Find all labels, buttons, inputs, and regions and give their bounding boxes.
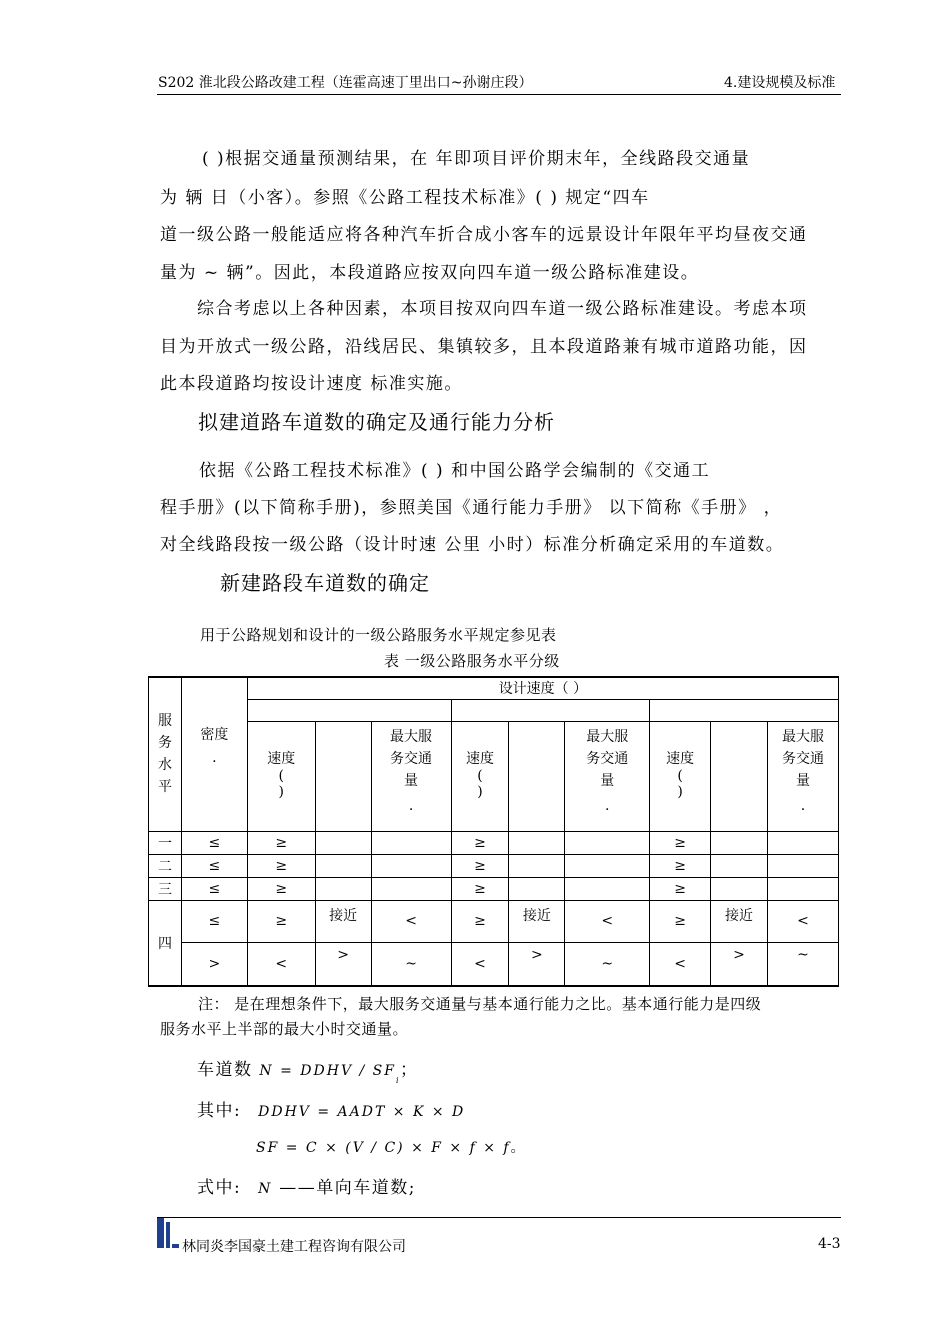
speed-group-2 xyxy=(451,699,650,721)
table-row: 四 ≤ ≥ 接近 < ≥ 接近 < ≥ 接近 < xyxy=(149,900,839,942)
maxflow-header-2: 最大服务交通量 . xyxy=(565,721,650,831)
eq1-end: ； xyxy=(400,1060,419,1080)
density-dot: . xyxy=(212,750,217,766)
heading-new-section: 新建路段车道数的确定 xyxy=(220,571,430,595)
note-line2: 服务水平上半部的最大小时交通量。 xyxy=(160,1020,409,1038)
density-label: 密度 xyxy=(200,727,229,743)
footer-page-number: 4-3 xyxy=(818,1236,841,1252)
speed-header-2: 速度 ( ) xyxy=(451,721,509,831)
speed-group-3 xyxy=(650,699,839,721)
speed-header-3: 速度 ( ) xyxy=(650,721,711,831)
header-section: 4.建设规模及标准 xyxy=(724,75,836,91)
eq3-formula: SF = C × (V / C) × F × f × f xyxy=(256,1140,511,1156)
table-caption: 表 一级公路服务水平分级 xyxy=(384,652,560,670)
eq1-subscript: i xyxy=(395,1076,401,1085)
para2-line2: 目为开放式一级公路，沿线居民、集镇较多，且本段道路兼有城市道路功能，因 xyxy=(160,337,808,357)
para2-line1: 综合考虑以上各种因素，本项目按双向四车道一级公路标准建设。考虑本项 xyxy=(197,299,808,319)
eq4-text: ——单向车道数; xyxy=(279,1178,417,1198)
col-los: 服务水平 xyxy=(149,677,182,831)
col-density xyxy=(181,677,247,831)
maxflow-header-3: 最大服务交通量 . xyxy=(767,721,838,831)
eq4-var: N xyxy=(258,1181,273,1197)
eq2-row xyxy=(197,1096,465,1121)
table-intro: 用于公路规划和设计的一级公路服务水平规定参见表 xyxy=(200,626,557,644)
para1-line2: 为 辆 日（小客）。参照《公路工程技术标准》( ) 规定“四车 xyxy=(160,188,650,208)
table-row: > < > ~ < > ~ < > ~ xyxy=(149,942,839,986)
note-line1: 注： 是在理想条件下，最大服务交通量与基本通行能力之比。基本通行能力是四级 xyxy=(198,995,762,1013)
para3-line3: 对全线路段按一级公路（设计时速 公里 小时）标准分析确定采用的车道数。 xyxy=(160,535,785,555)
eq1-row xyxy=(197,1055,419,1085)
table-row: 三 ≤ ≥ ≥ ≥ xyxy=(149,877,839,900)
maxflow-header-1: 最大服务交通量 . xyxy=(371,721,451,831)
design-speed-header: 设计速度（ ） xyxy=(247,677,838,699)
eq3-end: 。 xyxy=(510,1140,527,1156)
para1-line1: ( )根据交通量预测结果，在 年即项目评价期末年，全线路段交通量 xyxy=(202,149,751,169)
heading-lane-analysis: 拟建道路车道数的确定及通行能力分析 xyxy=(198,410,555,434)
footer-rule xyxy=(157,1217,841,1218)
vc-header-2 xyxy=(509,721,565,831)
vc-header-1 xyxy=(315,721,371,831)
company-logo-icon xyxy=(157,1218,179,1248)
eq1-label: 车道数 xyxy=(197,1060,253,1080)
eq2-formula: DDHV = AADT × K × D xyxy=(258,1104,466,1120)
vc-header-3 xyxy=(711,721,768,831)
para3-line1: 依据《公路工程技术标准》( ) 和中国公路学会编制的《交通工 xyxy=(199,461,711,481)
speed-group-1 xyxy=(247,699,451,721)
para1-line3: 道一级公路一般能适应将各种汽车折合成小客车的远景设计年限年平均昼夜交通 xyxy=(160,225,808,245)
table-row: 二 ≤ ≥ ≥ ≥ xyxy=(149,854,839,877)
speed-header-1: 速度 ( ) xyxy=(247,721,315,831)
para2-line3: 此本段道路均按设计速度 标准实施。 xyxy=(160,374,463,394)
los-table xyxy=(148,676,839,987)
eq3-row xyxy=(256,1137,526,1157)
para3-line2: 程手册》(以下简称手册)，参照美国《通行能力手册》 以下简称《手册》 ， xyxy=(160,498,783,518)
eq4-label: 式中: xyxy=(197,1178,242,1198)
eq4-row xyxy=(197,1173,416,1198)
header-title: S202 淮北段公路改建工程（连霍高速丁里出口~孙谢庄段） xyxy=(158,75,533,91)
header-rule xyxy=(157,94,841,95)
eq1-formula: N = DDHV / SF xyxy=(259,1063,396,1079)
eq2-label: 其中: xyxy=(197,1101,242,1121)
para1-line4: 量为 ~ 辆”。因此，本段道路应按双向四车道一级公路标准建设。 xyxy=(160,263,700,283)
table-row: 一 ≤ ≥ ≥ ≥ xyxy=(149,831,839,854)
footer-company: 林同炎李国豪土建工程咨询有限公司 xyxy=(182,1239,406,1255)
